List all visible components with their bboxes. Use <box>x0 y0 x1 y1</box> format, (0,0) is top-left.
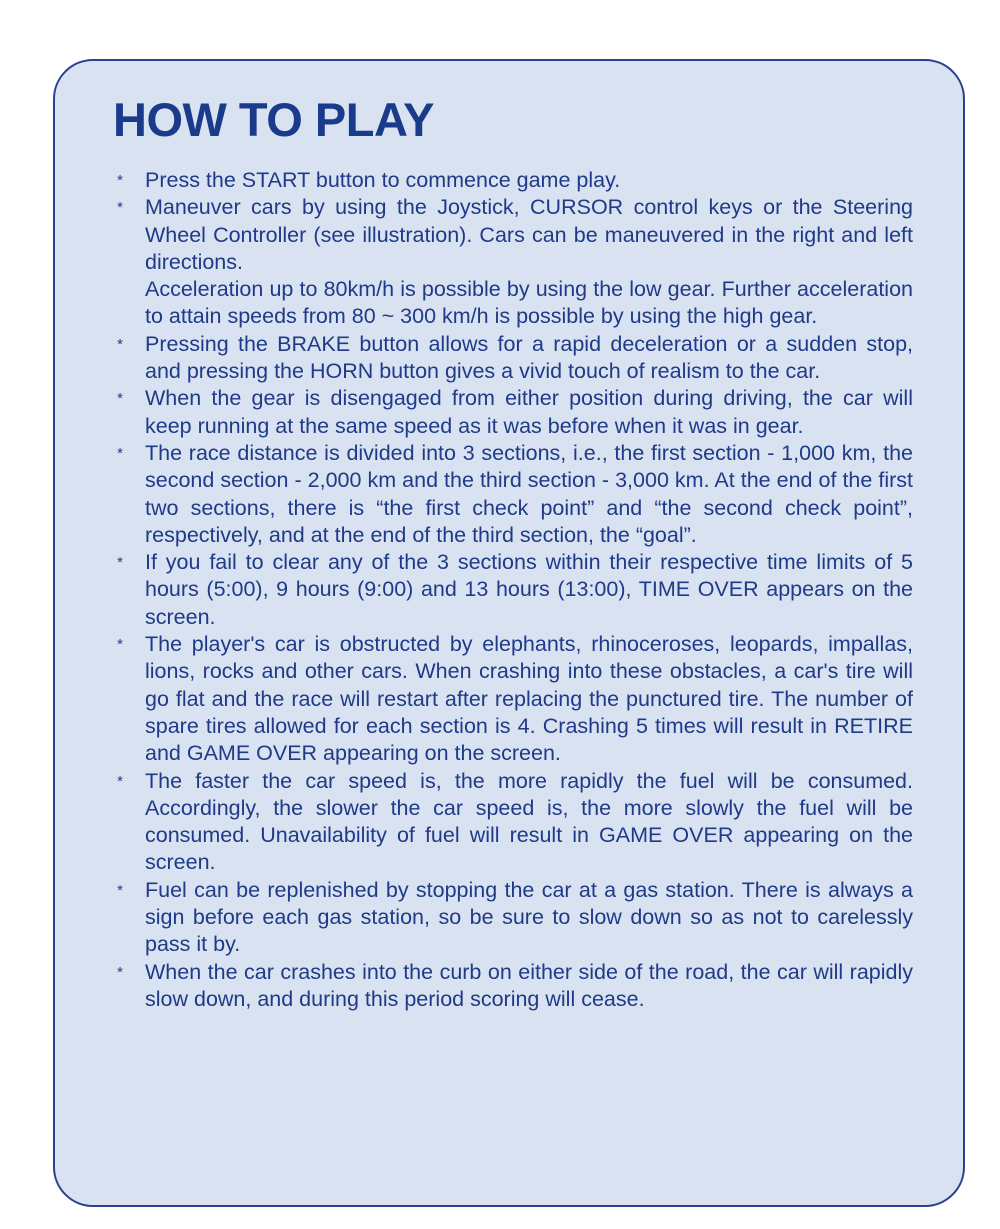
bullet-icon: * <box>117 636 123 654</box>
list-item <box>113 194 913 330</box>
list-item <box>113 167 913 194</box>
instruction-text: When the gear is disengaged from either position during driving, the car will keep running at the same speed as it was before when it was in gear. <box>145 386 913 438</box>
instruction-text: Maneuver cars by using the Joystick, CURSOR control keys or the Steering Wheel Controller (see illustration). Cars can be maneuvered in the right and left directions. <box>145 195 913 274</box>
instruction-text: If you fail to clear any of the 3 sections within their respective time limits of 5 hours (5:00), 9 hours (9:00) and 13 hours (13:00), TIME OVER appears on the screen. <box>145 550 913 629</box>
instruction-text: Press the START button to commence game play. <box>145 168 621 192</box>
bullet-icon: * <box>117 881 123 899</box>
bullet-icon: * <box>117 172 123 189</box>
instruction-text: The faster the car speed is, the more rapidly the fuel will be consumed. Accordingly, the slower the car speed is, the more slowly the fuel will be consumed. Unavailability of fuel will result in GAME OVER appearing on the screen. <box>145 768 913 875</box>
bullet-icon: * <box>117 199 123 217</box>
list-item <box>113 959 913 1014</box>
list-item <box>113 768 913 877</box>
list-item <box>113 631 913 767</box>
bullet-icon: * <box>117 390 123 408</box>
instruction-text: Pressing the BRAKE button allows for a rapid deceleration or a sudden stop, and pressing the HORN button gives a vivid touch of realism to the car. <box>145 331 913 384</box>
list-item <box>113 877 913 959</box>
instruction-text: Fuel can be replenished by stopping the car at a gas station. There is always a sign before each gas station, so be sure to slow down so as not to carelessly pass it by. <box>145 877 913 957</box>
instruction-text: The race distance is divided into 3 sections, i.e., the first section - 1,000 km, the second section - 2,000 km and the third section - 3,000 km. At the end of the first two sections, there is “the first check point” and “the second check point”, respectively, and at the end of the third section, the “goal”. <box>145 440 913 547</box>
bullet-icon: * <box>117 772 123 790</box>
instructions-list <box>113 167 913 1013</box>
list-item <box>113 549 913 631</box>
instruction-text: The player's car is obstructed by elephants, rhinoceroses, leopards, impallas, lions, rocks and other cars. When crashing into these obstacles, a car's tire will go flat and the race will restart after replacing the punctured tire. The number of spare tires allowed for each section is 4. Crashing 5 times will result in RETIRE and GAME OVER appearing on the screen. <box>145 632 913 766</box>
instruction-text: When the car crashes into the curb on either side of the road, the car will rapidly slow down, and during this period scoring will cease. <box>145 959 913 1011</box>
list-item <box>113 385 913 440</box>
bullet-icon: * <box>117 335 123 353</box>
list-item <box>113 331 913 386</box>
list-item <box>113 440 913 549</box>
bullet-icon: * <box>117 554 123 572</box>
bullet-icon: * <box>117 444 123 462</box>
instruction-text: Acceleration up to 80km/h is possible by using the low gear. Further acceleration to attain speeds from 80 ~ 300 km/h is possible by using the high gear. <box>145 277 913 329</box>
bullet-icon: * <box>117 963 123 981</box>
page-title: HOW TO PLAY <box>113 93 434 146</box>
